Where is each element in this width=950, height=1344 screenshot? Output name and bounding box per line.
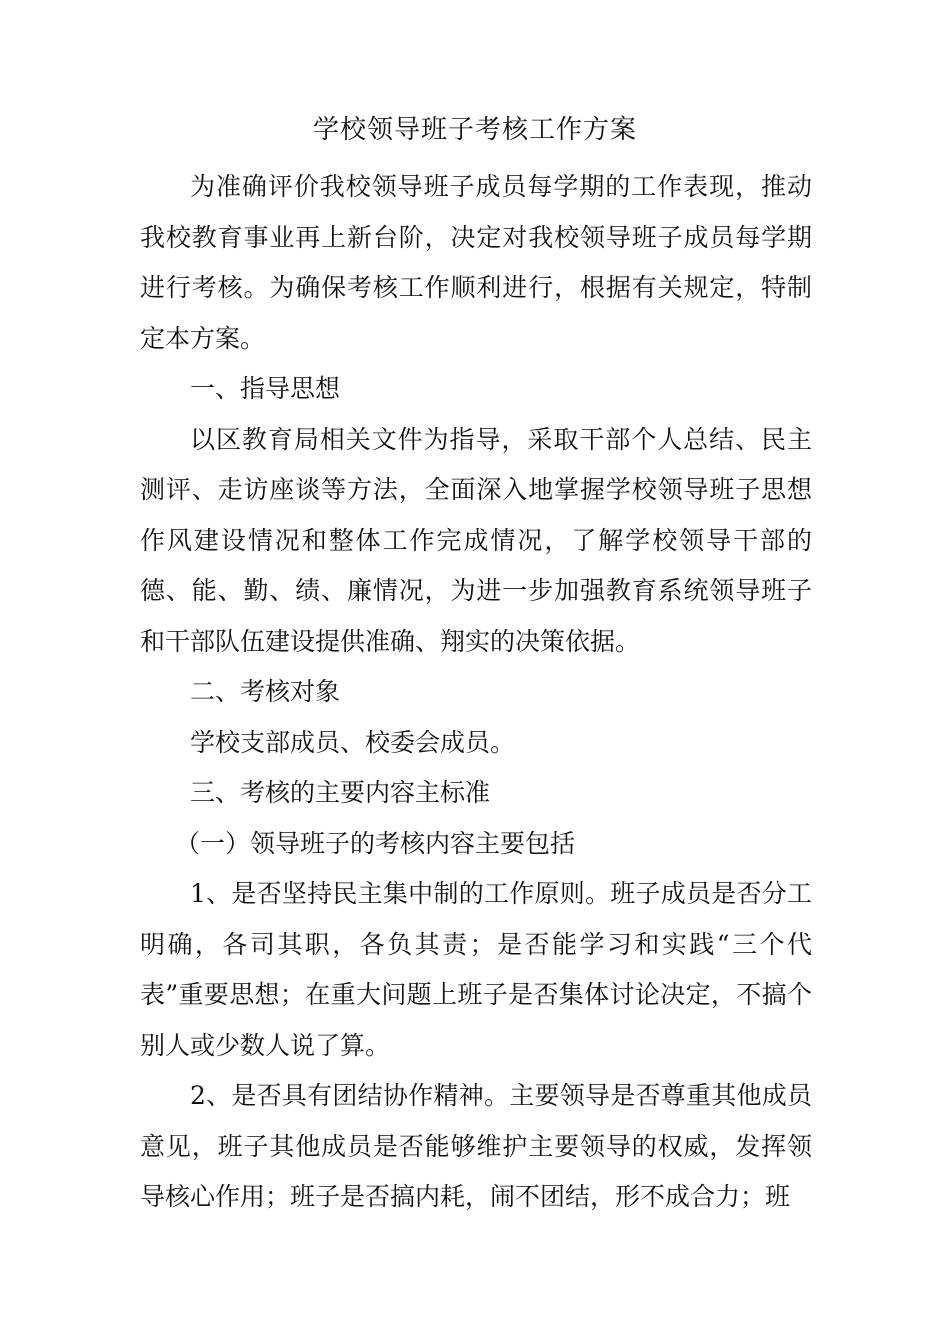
item-2-paragraph: 2、是否具有团结协作精神。主要领导是否尊重其他成员意见，班子其他成员是否能够维护主要领导的权威，发挥领导核心作用；班子是否搞内耗，闹不团结，形不成合力；班 [140, 1081, 812, 1211]
subsection-heading-leadership-content: （一）领导班子的考核内容主要包括 [175, 828, 576, 858]
assessment-targets-paragraph: 学校支部成员、校委会成员。 [190, 727, 516, 757]
section-heading-guiding-ideology: 一、指导思想 [190, 374, 341, 403]
document-title: 学校领导班子考核工作方案 [312, 115, 637, 145]
intro-paragraph: 为准确评价我校领导班子成员每学期的工作表现，推动我校教育事业再上新台阶，决定对我校领导班子成员每学期进行考核。为确保考核工作顺利进行，根据有关规定，特制定本方案。 [140, 172, 812, 353]
guiding-ideology-paragraph: 以区教育局相关文件为指导，采取干部个人总结、民主测评、走访座谈等方法，全面深入地掌握学校领导班子思想作风建设情况和整体工作完成情况，了解学校领导干部的德、能、勤、绩、廉情况，为进一步加强教育系统领导班子和干部队伍建设提供准确、翔实的决策依据。 [140, 424, 812, 656]
item-1-paragraph: 1、是否坚持民主集中制的工作原则。班子成员是否分工明确，各司其职，各负其责；是否能学习和实践“三个代表”重要思想；在重大问题上班子是否集体讨论决定，不搞个别人或少数人说了算。 [140, 879, 812, 1060]
section-heading-assessment-targets: 二、考核对象 [190, 677, 341, 706]
section-heading-main-content: 三、考核的主要内容主标准 [190, 778, 491, 807]
document-body [140, 162, 812, 1223]
